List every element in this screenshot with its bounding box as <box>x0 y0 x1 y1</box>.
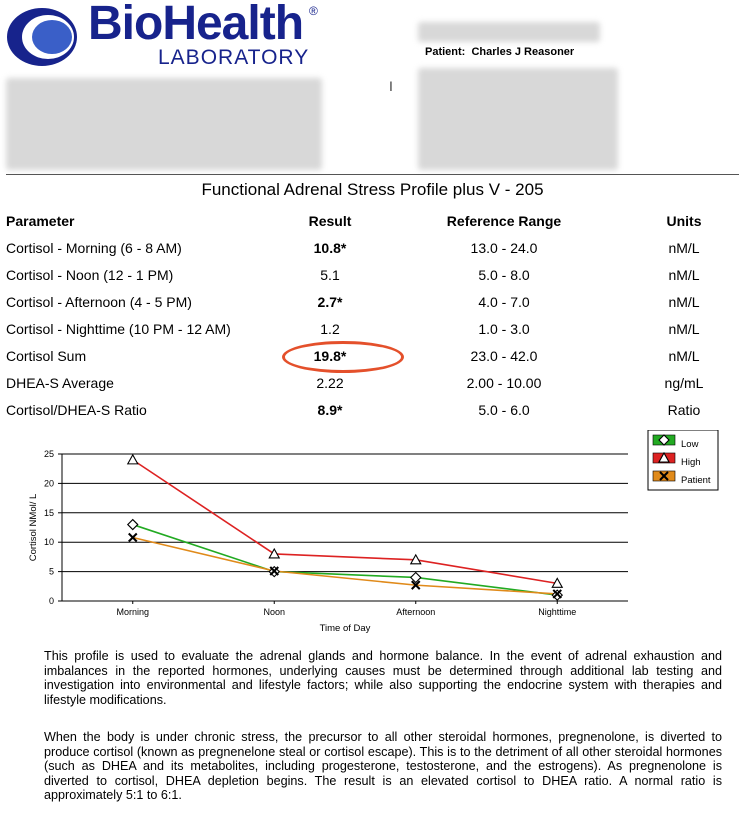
y-tick-label: 10 <box>43 537 54 548</box>
range-cell: 5.0 - 6.0 <box>478 401 530 418</box>
logo-registered-mark: ® <box>309 4 318 18</box>
range-cell: 13.0 - 24.0 <box>470 239 538 256</box>
parameter-cell: Cortisol Sum <box>6 347 87 364</box>
result-cell: 10.8* <box>313 239 347 256</box>
y-axis-label: Cortisol NMol/ L <box>28 493 39 562</box>
parameter-cell: Cortisol - Noon (12 - 1 PM) <box>6 266 174 283</box>
table-row <box>6 288 734 315</box>
redacted-details-block <box>418 68 618 170</box>
column-header-result: Result <box>308 213 352 229</box>
table-row <box>6 234 734 261</box>
table-row <box>6 261 734 288</box>
range-cell: 4.0 - 7.0 <box>478 293 530 310</box>
x-tick-label: Nighttime <box>538 607 577 617</box>
x-tick-label: Noon <box>263 607 286 617</box>
data-point <box>128 455 138 464</box>
column-header-parameter: Parameter <box>6 213 75 229</box>
logo <box>6 2 326 70</box>
x-axis-label: Time of Day <box>319 623 371 634</box>
result-cell: 5.1 <box>320 266 340 283</box>
x-tick-label: Morning <box>116 607 150 617</box>
units-cell: nM/L <box>668 266 700 283</box>
units-cell: nM/L <box>668 239 700 256</box>
logo-subtitle: LABORATORY <box>158 46 310 69</box>
result-cell: 2.22 <box>316 374 344 391</box>
parameter-cell: Cortisol - Afternoon (4 - 5 PM) <box>6 293 192 310</box>
y-tick-label: 0 <box>48 596 54 606</box>
data-point <box>128 520 138 530</box>
column-header-range: Reference Range <box>446 213 562 229</box>
chart-legend <box>648 430 718 490</box>
range-cell: 2.00 - 10.00 <box>466 374 542 391</box>
explanation-paragraph-2: When the body is under chronic stress, the precursor to all other steroidal hormones, pregnenolone, is diverted to produce cortisol (known as pregnenelone steal or cortisol escape). This is to the detriment of all other steroidal hormones (such as DHEA and its metabolites, including progesterone, testosterone, and the estrogens). As pregnenolone is diverted to cortisol, DHEA depletion begins. The result is an elevated cortisol to DHEA ratio. A normal ratio is approximately 5:1 to 6:1. <box>44 730 722 802</box>
cortisol-sum-highlight-oval <box>282 341 404 373</box>
x-tick-label: Afternoon <box>396 607 436 617</box>
patient-label: Patient: <box>425 46 466 58</box>
units-cell: nM/L <box>668 320 700 337</box>
y-tick-label: 15 <box>43 507 54 518</box>
cortisol-line-chart <box>0 430 745 635</box>
report-title: Functional Adrenal Stress Profile plus V - 205 <box>201 180 544 199</box>
explanation-paragraph-1: This profile is used to evaluate the adrenal glands and hormone balance. In the event of adrenal exhaustion and imbalances in the reported hormones, underlying causes must be determined through additional lab testing and investigation into environmental and lifestyle factors; while also supporting the endocrine system with therapies and lifestyle modifications. <box>44 649 722 707</box>
parameter-cell: Cortisol - Morning (6 - 8 AM) <box>6 239 182 256</box>
table-header-row <box>6 208 734 234</box>
table-row <box>6 396 734 423</box>
table-row <box>6 315 734 342</box>
y-tick-label: 5 <box>48 566 54 577</box>
logo-crescent-icon <box>6 6 84 68</box>
logo-brand-text: BioHealth <box>88 0 304 50</box>
range-cell: 1.0 - 3.0 <box>478 320 530 337</box>
units-cell: nM/L <box>668 347 700 364</box>
result-cell: 19.8* <box>313 347 347 364</box>
parameter-cell: Cortisol - Nighttime (10 PM - 12 AM) <box>6 320 231 337</box>
result-cell: 8.9* <box>317 401 343 418</box>
result-cell: 1.2 <box>320 320 340 337</box>
series-line-high <box>133 460 558 583</box>
patient-name: Charles J Reasoner <box>471 46 575 58</box>
units-cell: Ratio <box>667 401 701 418</box>
redacted-address-block <box>6 78 322 170</box>
redacted-id-block <box>418 22 600 42</box>
legend-label: Patient <box>681 475 711 486</box>
table-row <box>6 369 734 396</box>
parameter-cell: Cortisol/DHEA-S Ratio <box>6 401 147 418</box>
y-tick-label: 20 <box>43 478 54 489</box>
units-cell: nM/L <box>668 293 700 310</box>
text-cursor-icon: I <box>389 78 393 94</box>
series-line-low <box>133 525 558 596</box>
legend-label: Low <box>681 439 699 450</box>
patient-line <box>425 46 574 58</box>
parameter-cell: DHEA-S Average <box>6 374 114 391</box>
y-tick-label: 25 <box>43 449 54 459</box>
legend-label: High <box>681 457 701 468</box>
units-cell: ng/mL <box>664 374 704 391</box>
range-cell: 5.0 - 8.0 <box>478 266 530 283</box>
header-divider <box>6 174 739 175</box>
results-table <box>6 208 734 423</box>
range-cell: 23.0 - 42.0 <box>470 347 538 364</box>
result-cell: 2.7* <box>317 293 343 310</box>
column-header-units: Units <box>666 213 702 229</box>
